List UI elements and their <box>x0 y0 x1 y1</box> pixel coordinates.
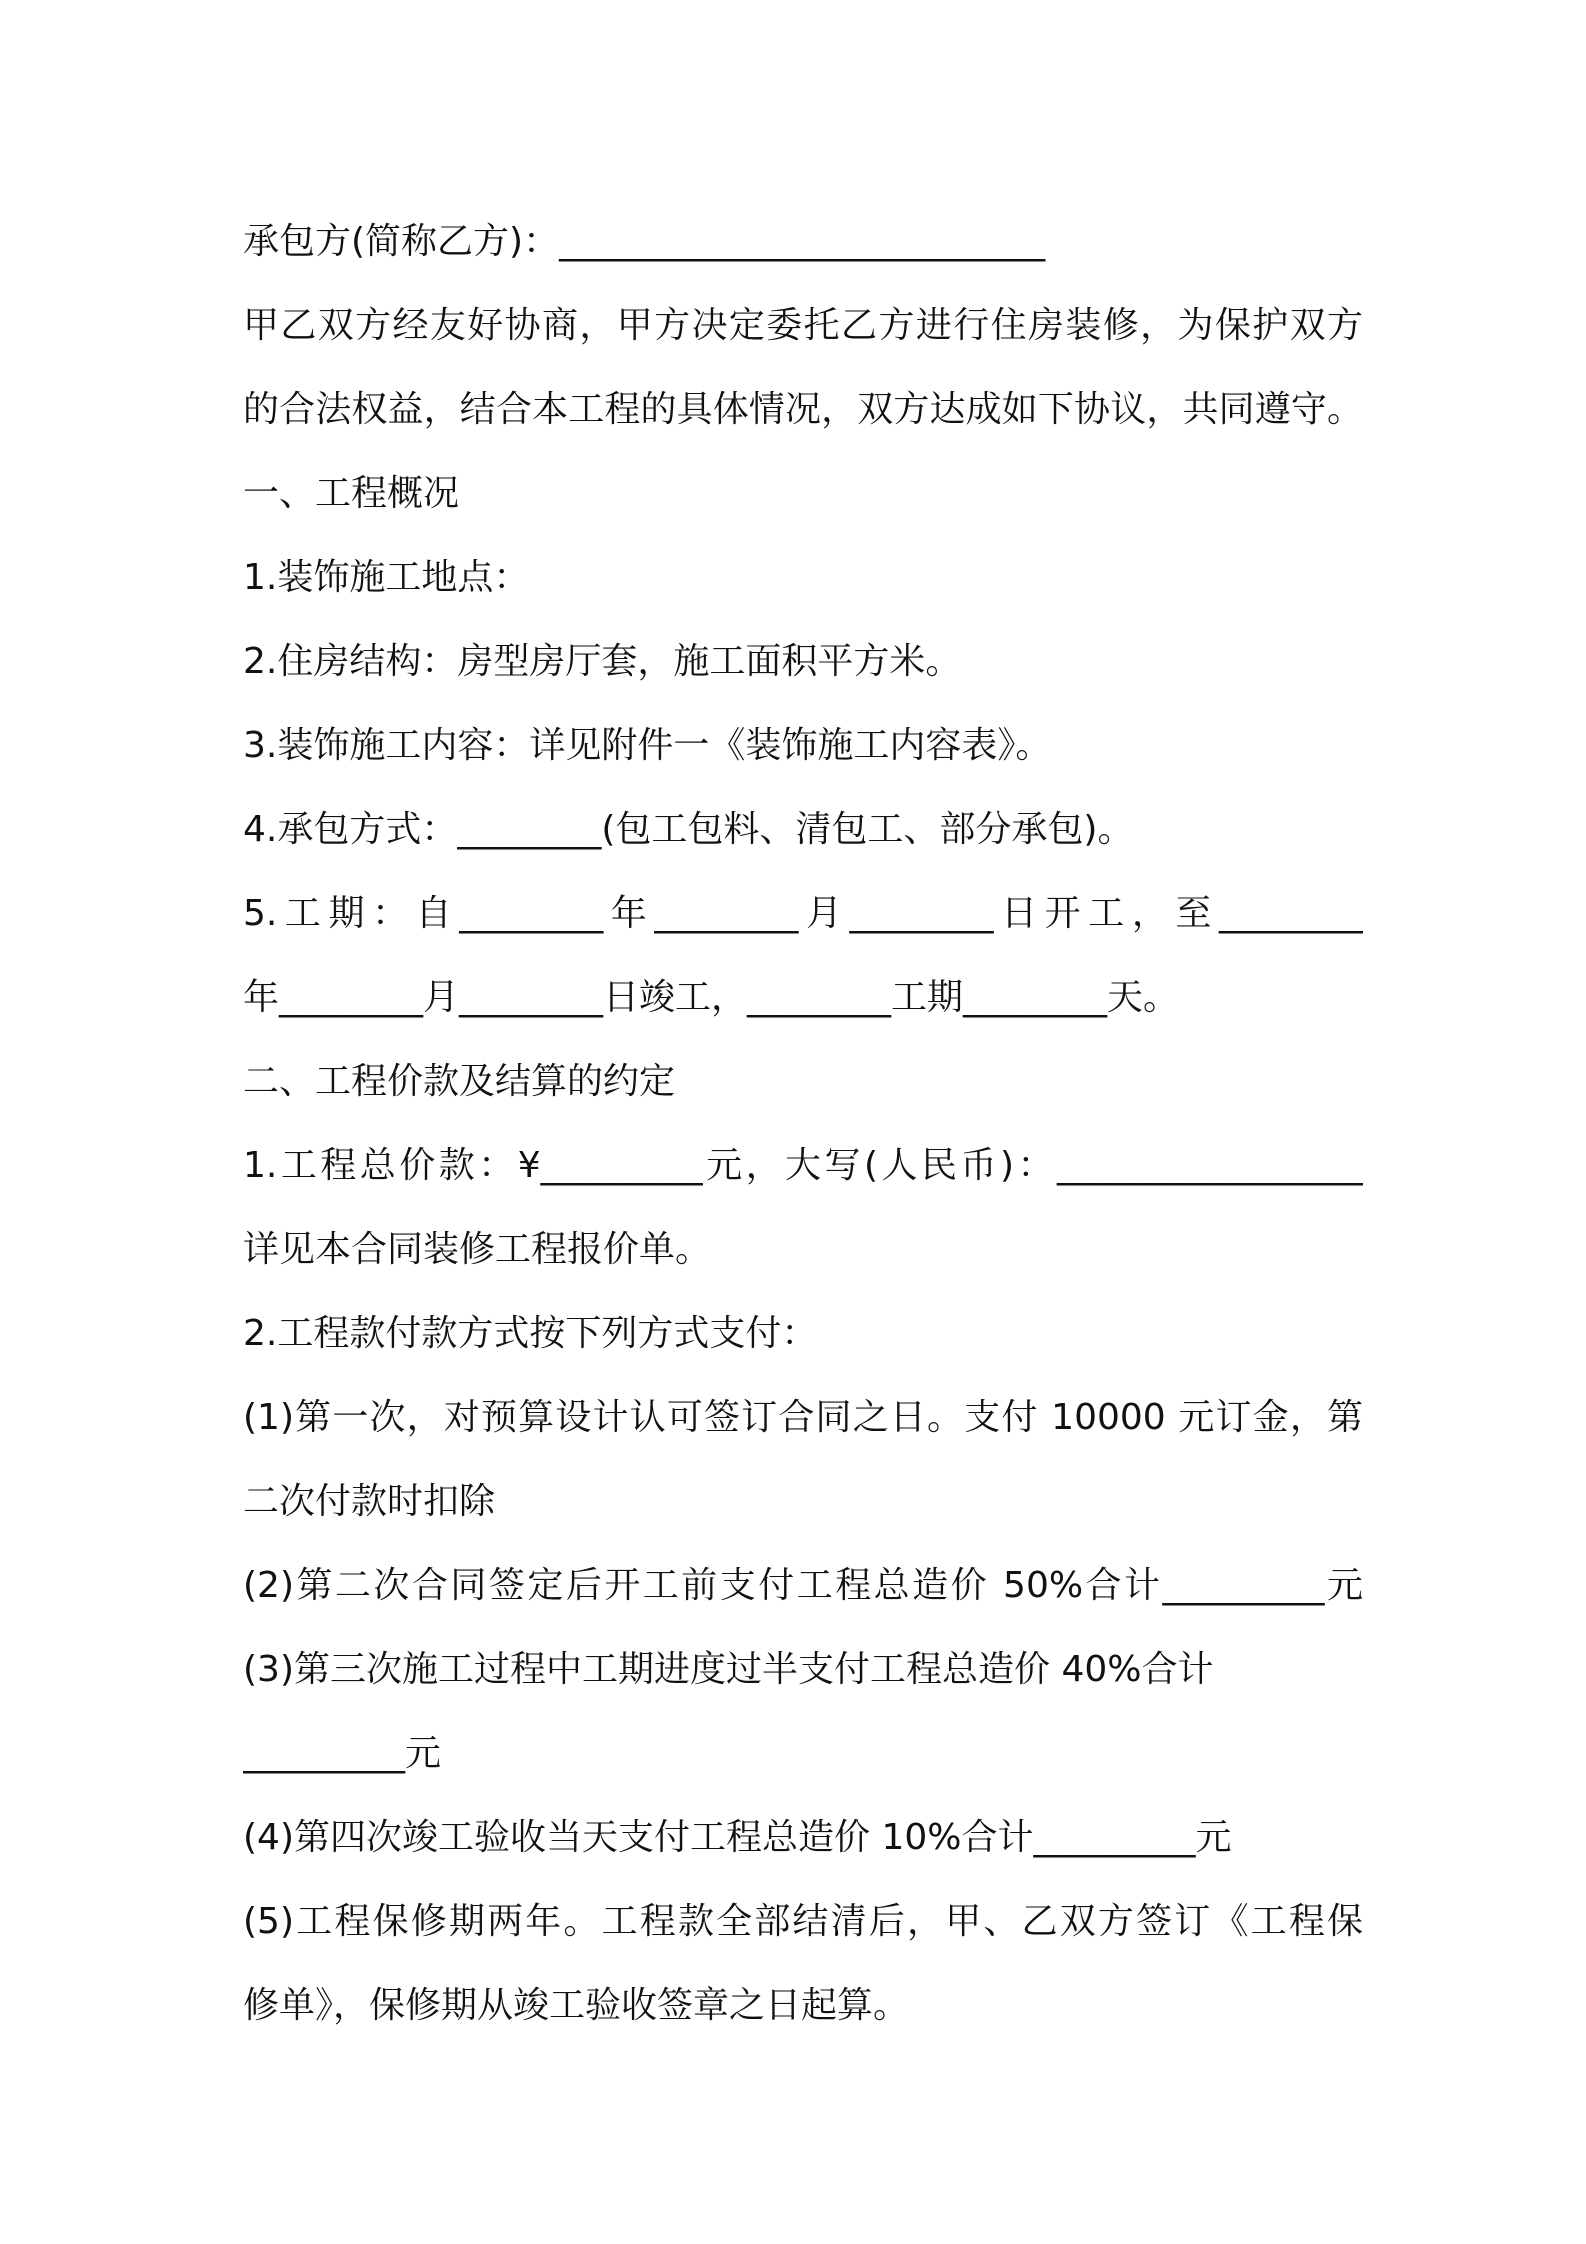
clause-construction-site: 1.装饰施工地点： <box>243 557 530 598</box>
payment-third-line-2: _________元 <box>243 1733 442 1774</box>
payment-fifth-line-1: (5)工程保修期两年。工程款全部结清后，甲、乙双方签订《工程保 <box>243 1901 1363 1942</box>
payment-first-line-2: 二次付款时扣除 <box>243 1481 496 1522</box>
payment-fourth: (4)第四次竣工验收当天支付工程总造价 10%合计_________元 <box>243 1817 1232 1858</box>
clause-house-structure: 2.住房结构：房型房厅套，施工面积平方米。 <box>243 641 962 682</box>
clause-payment-method: 2.工程款付款方式按下列方式支付： <box>243 1313 818 1354</box>
clause-total-price: 1.工程总价款：¥_________元，大写(人民币)：_________________ <box>243 1145 1363 1186</box>
intro-paragraph-line-2: 的合法权益，结合本工程的具体情况，双方达成如下协议，共同遵守。 <box>243 389 1363 430</box>
section-heading-price-settlement: 二、工程价款及结算的约定 <box>243 1061 676 1102</box>
clause-price-reference: 详见本合同装修工程报价单。 <box>243 1229 712 1270</box>
payment-fifth-line-2: 修单》，保修期从竣工验收签章之日起算。 <box>243 1985 910 2026</box>
payment-second: (2)第二次合同签定后开工前支付工程总造价 50%合计_________元 <box>243 1565 1363 1606</box>
clause-schedule-line-2: 年________月________日竣工，________工期________天。 <box>243 977 1180 1018</box>
clause-construction-content: 3.装饰施工内容：详见附件一《装饰施工内容表》。 <box>243 725 1052 766</box>
payment-third-line-1: (3)第三次施工过程中工期进度过半支付工程总造价 40%合计 <box>243 1649 1214 1690</box>
intro-paragraph-line-1: 甲乙双方经友好协商，甲方决定委托乙方进行住房装修，为保护双方 <box>243 305 1363 346</box>
clause-contract-method: 4.承包方式：________(包工包料、清包工、部分承包)。 <box>243 809 1134 850</box>
section-heading-project-overview: 一、工程概况 <box>243 473 460 514</box>
payment-first-line-1: (1)第一次，对预算设计认可签订合同之日。支付 10000 元订金，第 <box>243 1397 1363 1438</box>
clause-schedule-line-1: 5.工期：自________年________月________日开工，至________ <box>243 893 1363 934</box>
contract-body <box>243 200 1363 2048</box>
contractor-line: 承包方(简称乙方)：___________________________ <box>243 221 1046 262</box>
